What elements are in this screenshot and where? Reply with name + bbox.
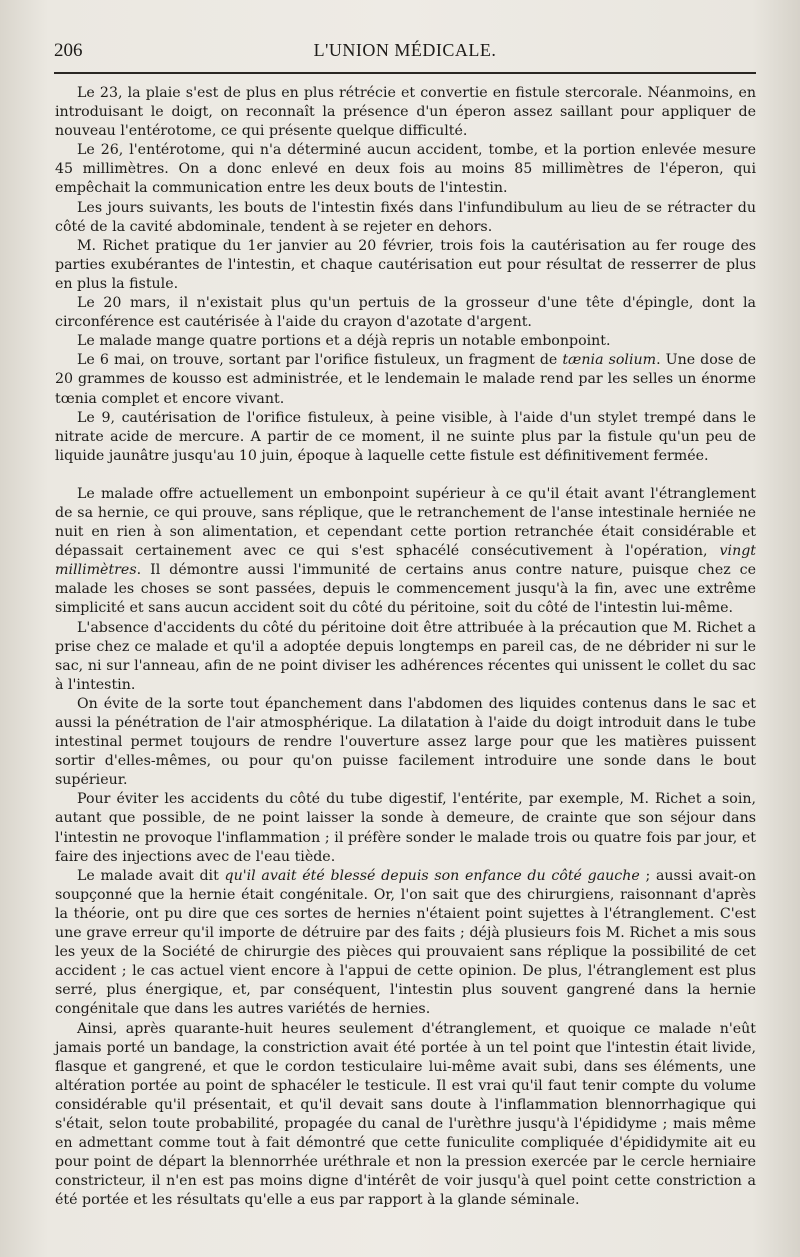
text-run: Les jours suivants, les bouts de l'intestin fixés dans l'infundibulum au lieu de se rétracter du côté de la cavité abdominale, tendent à se rejeter en dehors. <box>55 199 756 235</box>
text-run: Pour éviter les accidents du côté du tube digestif, l'entérite, par exemple, M. Richet a soin, autant que possible, de ne point laisser la sonde à demeure, de crainte que son séjour dans l'intestin ne provoque l'inflammation ; il préfère sonder le malade trois ou quatre fois par jour, et faire des injections avec de l'eau tiède. <box>55 791 756 865</box>
italic-text: vingt millimètres <box>55 543 756 579</box>
body-text <box>55 84 756 1210</box>
text-run: . Il démontre aussi l'immunité de certains anus contre nature, puisque chez ce malade les choses se sont passées, depuis le commencement jusqu'à la fin, avec une extrême simplicité et sans aucun accident soit du côté du péritoine, soit du côté de l'intestin lui-même. <box>55 562 756 617</box>
text-run: On évite de la sorte tout épanchement dans l'abdomen des liquides contenus dans le sac et aussi la pénétration de l'air atmosphérique. La dilatation à l'aide du doigt introduit dans le tube intestinal permet toujours de rendre l'ouverture assez large pour que les matières puissent sortir d'elles-mêmes, ou pour qu'on puisse facilement introduire une sonde dans le bout supérieur. <box>55 695 756 789</box>
text-run: Le 23, la plaie s'est de plus en plus rétrécie et convertie en fistule stercorale. Néanmoins, en introduisant le doigt, on reconnaît la présence d'un éperon assez saillant pour appliquer de nouveau l'entérotome, ce qui présente quelque difficulté. <box>55 85 756 140</box>
text-run: . Une dose de 20 grammes de kousso est administrée, et le lendemain le malade rend par les selles un énorme tœnia complet et encore vivant. <box>55 352 757 407</box>
text-run: Le 9, cautérisation de l'orifice fistuleux, à peine visible, à l'aide d'un stylet trempé dans le nitrate acide de mercure. A partir de ce moment, il ne suinte plus par la fistule qu'un peu de liquide jaunâtre jusqu'au 10 juin, époque à laquelle cette fistule est définitivement fermée. <box>55 409 756 464</box>
paragraph <box>55 332 756 351</box>
paragraph <box>55 790 756 866</box>
paragraph <box>55 199 756 237</box>
text-run: M. Richet pratique du 1er janvier au 20 février, trois fois la cautérisation au fer rouge des parties exubérantes de l'intestin, et chaque cautérisation eut pour résultat de resserrer de plus en plus la fistule. <box>55 237 756 292</box>
text-run: Le 20 mars, il n'existait plus qu'un pertuis de la grosseur d'une tête d'épingle, dont la circonférence est cautérisée à l'aide du crayon d'azotate d'argent. <box>55 295 756 331</box>
text-run: Le 26, l'entérotome, qui n'a déterminé aucun accident, tombe, et la portion enlevée mesure 45 millimètres. On a donc enlevé en deux fois au moins 85 millimètres de l'éperon, qui empêchait la communication entre les deux bouts de l'intestin. <box>55 142 756 197</box>
paragraph <box>55 485 756 619</box>
text-run: Le 6 mai, on trouve, sortant par l'orifice fistuleux, un fragment de <box>77 352 563 369</box>
paragraph <box>55 695 756 790</box>
page-number: 206 <box>54 40 83 61</box>
paragraph <box>55 84 756 141</box>
page-header <box>54 40 756 74</box>
paragraph <box>55 237 756 294</box>
text-run: Le malade offre actuellement un embonpoint supérieur à ce qu'il était avant l'étranglement de sa hernie, ce qui prouve, sans réplique, que le retranchement de l'anse intestinale herniée ne nuit en rien à son alimentation, et cependant cette portion retranchée était considérable et dépassait certainement avec ce qui s'est sphacélé consécutivement à l'opération, <box>55 485 756 560</box>
paragraph <box>55 351 756 408</box>
text-run: Le malade avait dit <box>77 867 225 884</box>
text-run: L'absence d'accidents du côté du péritoine doit être attribuée à la précaution que M. Richet a prise chez ce malade et qu'il a adoptée depuis longtemps en pareil cas, de ne débrider ni sur le sac, ni sur l'anneau, afin de ne point diviser les adhérences récentes qui unissent le collet du sac à l'intestin. <box>55 619 756 693</box>
text-run: Le malade mange quatre portions et a déjà repris un notable embonpoint. <box>77 333 611 350</box>
paragraph <box>55 867 756 1020</box>
paragraph <box>55 409 756 466</box>
paragraph <box>55 619 756 695</box>
paragraph <box>55 1020 756 1211</box>
paragraph <box>55 141 756 198</box>
text-run: ; aussi avait-on soupçonné que la hernie était congénitale. Or, l'on sait que des chirurgiens, raisonnant d'après la théorie, ont pu dire que ces sortes de hernies n'étaient point sujettes à l'étranglement. C'est une grave erreur qu'il importe de détruire par des faits ; déjà plusieurs fois M. Richet a mis sous les yeux de la Société de chirurgie des pièces qui prouvaient sans réplique la possibilité de cet accident ; le cas actuel vient encore à l'appui de cette opinion. De plus, l'étranglement est plus serré, plus énergique, et, par conséquent, l'intestin plus souvent gangrené dans la hernie congénitale que dans les autres variétés de hernies. <box>55 867 756 1018</box>
paragraph <box>55 294 756 332</box>
running-title: L'UNION MÉDICALE. <box>313 40 497 60</box>
italic-text: tænia solium <box>562 352 657 369</box>
text-run: Ainsi, après quarante-huit heures seulement d'étranglement, et quoique ce malade n'eût jamais porté un bandage, la constriction avait été portée à un tel point que l'intestin était livide, flasque et gangrené, et que le cordon testiculaire lui-même avait subi, dans ses éléments, une altération portée au point de sphacéler le testicule. Il est vrai qu'il faut tenir compte du volume considérable qu'il présentait, et qu'il devait sans doute à l'inflammation blennorrhagique qui s'était, selon toute probabilité, propagée du canal de l'urèthre jusqu'à l'épididyme ; mais même en admettant comme tout à fait démontré que cette funiculite compliquée d'épididymite ait eu pour point de départ la blennorrhée uréthrale et non la pression exercée par le cercle herniaire constricteur, il n'en est pas moins digne d'intérêt de voir jusqu'à quel point cette constriction a été portée et les résultats qu'elle a eus par rapport à la glande séminale. <box>55 1020 756 1209</box>
italic-text: qu'il avait été blessé depuis son enfance du côté gauche <box>224 867 640 884</box>
